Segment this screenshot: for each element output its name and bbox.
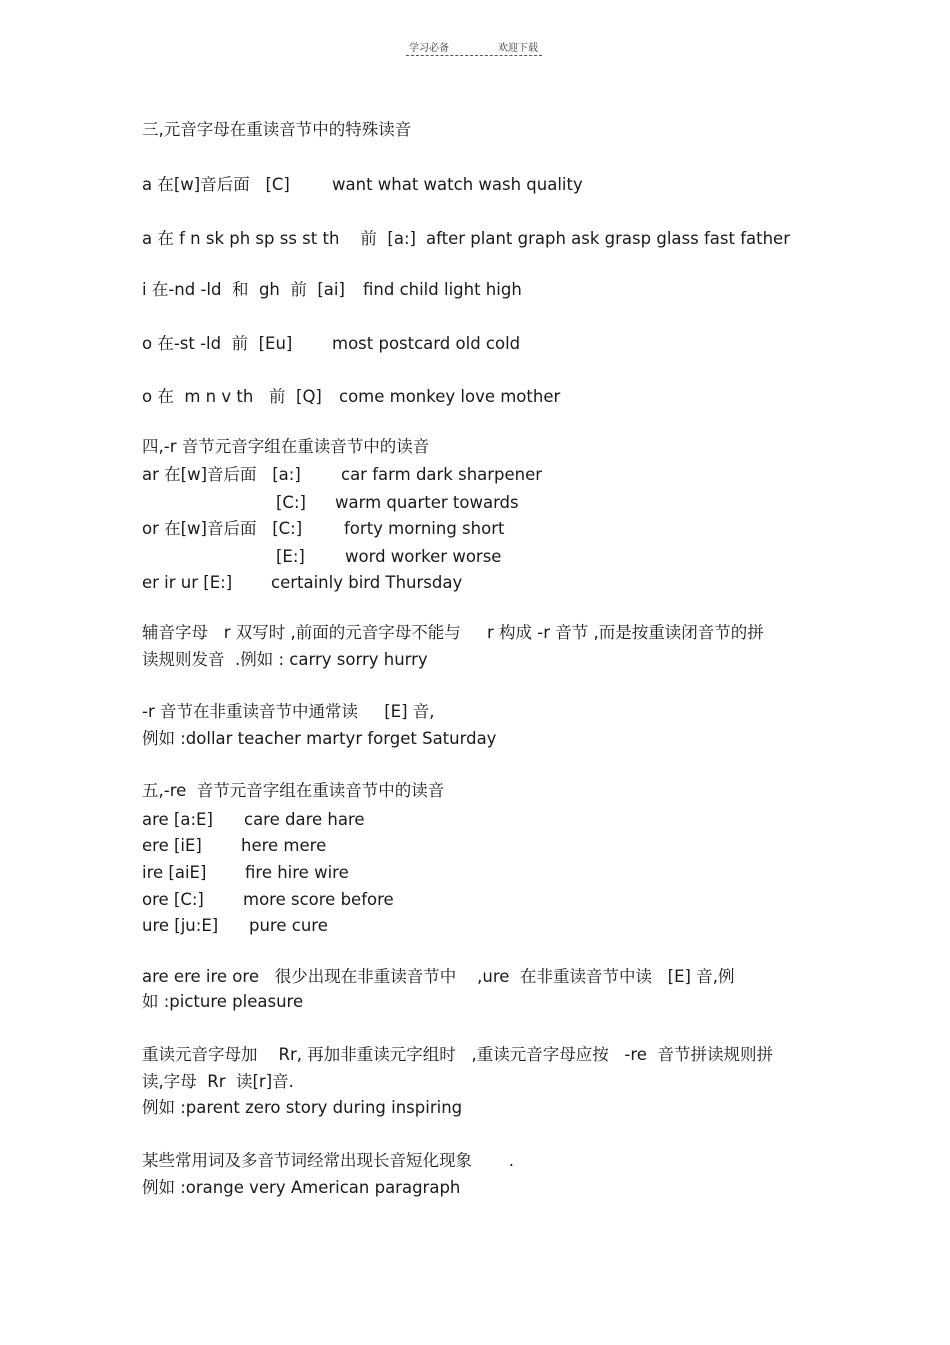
section4-rule-5: er ir ur [E:] [142, 573, 233, 592]
section4-rule-1: ar 在[w]音后面 [a:] [142, 465, 301, 484]
section5-note2-line2: 读,字母 Rr 读[r]音. [142, 1072, 294, 1091]
section5-note2-line3: 例如 :parent zero story during inspiring [142, 1098, 463, 1117]
section5-words-3: fire hire wire [245, 863, 349, 882]
section4-words-1: car farm dark sharpener [341, 465, 543, 484]
section5-rule-3: ire [aiE] [142, 863, 207, 882]
section3-rule-1: a 在[w]音后面 [C] [142, 175, 290, 194]
section4-words-5: certainly bird Thursday [271, 573, 463, 592]
section5-note2-line1: 重读元音字母加 Rr, 再加非重读元字组时 ,重读元音字母应按 -re 音节拼读规则拼 [142, 1045, 773, 1064]
section5-note1-line2: 如 :picture pleasure [142, 992, 304, 1011]
section5-rule-2: ere [iE] [142, 836, 202, 855]
section4-note1-line2: 读规则发音 .例如 : carry sorry hurry [142, 650, 428, 669]
section5-note3-line2: 例如 :orange very American paragraph [142, 1178, 461, 1197]
section3-rule-5: o 在 m n v th 前 [Q] [142, 387, 322, 406]
section3-words-3: find child light high [363, 280, 522, 299]
section5-rule-1: are [a:E] [142, 810, 213, 829]
section5-rule-5: ure [ju:E] [142, 916, 219, 935]
section3-rule-2: a 在 f n sk ph sp ss st th 前 [a:] [142, 229, 416, 248]
section3-rule-3: i 在-nd -ld 和 gh 前 [ai] [142, 280, 345, 299]
section4-note2-line1: -r 音节在非重读音节中通常读 [E] 音, [142, 702, 435, 721]
section3-rule-4: o 在-st -ld 前 [Eu] [142, 334, 293, 353]
header-right: 欢迎下载 [498, 43, 538, 54]
section5-words-5: pure cure [249, 916, 328, 935]
section5-title: 五,-re 音节元音字组在重读音节中的读音 [142, 781, 445, 800]
section3-words-5: come monkey love mother [339, 387, 561, 406]
section5-note3-line1: 某些常用词及多音节词经常出现长音短化现象 . [142, 1151, 514, 1170]
section3-words-4: most postcard old cold [332, 334, 521, 353]
header-divider [406, 55, 542, 56]
section4-words-3: forty morning short [344, 519, 505, 538]
section4-rule-2: [C:] [276, 493, 306, 512]
section5-rule-4: ore [C:] [142, 890, 204, 909]
section4-words-4: word worker worse [345, 547, 502, 566]
section5-words-2: here mere [241, 836, 327, 855]
section4-words-2: warm quarter towards [335, 493, 519, 512]
section4-note2-line2: 例如 :dollar teacher martyr forget Saturday [142, 729, 497, 748]
section5-note1-line1: are ere ire ore 很少出现在非重读音节中 ,ure 在非重读音节中读 [E] 音,例 [142, 967, 735, 986]
section3-words-1: want what watch wash quality [332, 175, 583, 194]
section3-words-2: after plant graph ask grasp glass fast father [426, 229, 790, 248]
section4-rule-3: or 在[w]音后面 [C:] [142, 519, 303, 538]
section5-words-4: more score before [243, 890, 394, 909]
section4-rule-4: [E:] [276, 547, 305, 566]
section4-title: 四,-r 音节元音字组在重读音节中的读音 [142, 437, 430, 456]
header-left: 学习必备 [409, 43, 449, 54]
section5-words-1: care dare hare [244, 810, 365, 829]
section3-title: 三,元音字母在重读音节中的特殊读音 [142, 120, 412, 139]
section4-note1-line1: 辅音字母 r 双写时 ,前面的元音字母不能与 r 构成 -r 音节 ,而是按重读闭音节的拼 [142, 623, 764, 642]
